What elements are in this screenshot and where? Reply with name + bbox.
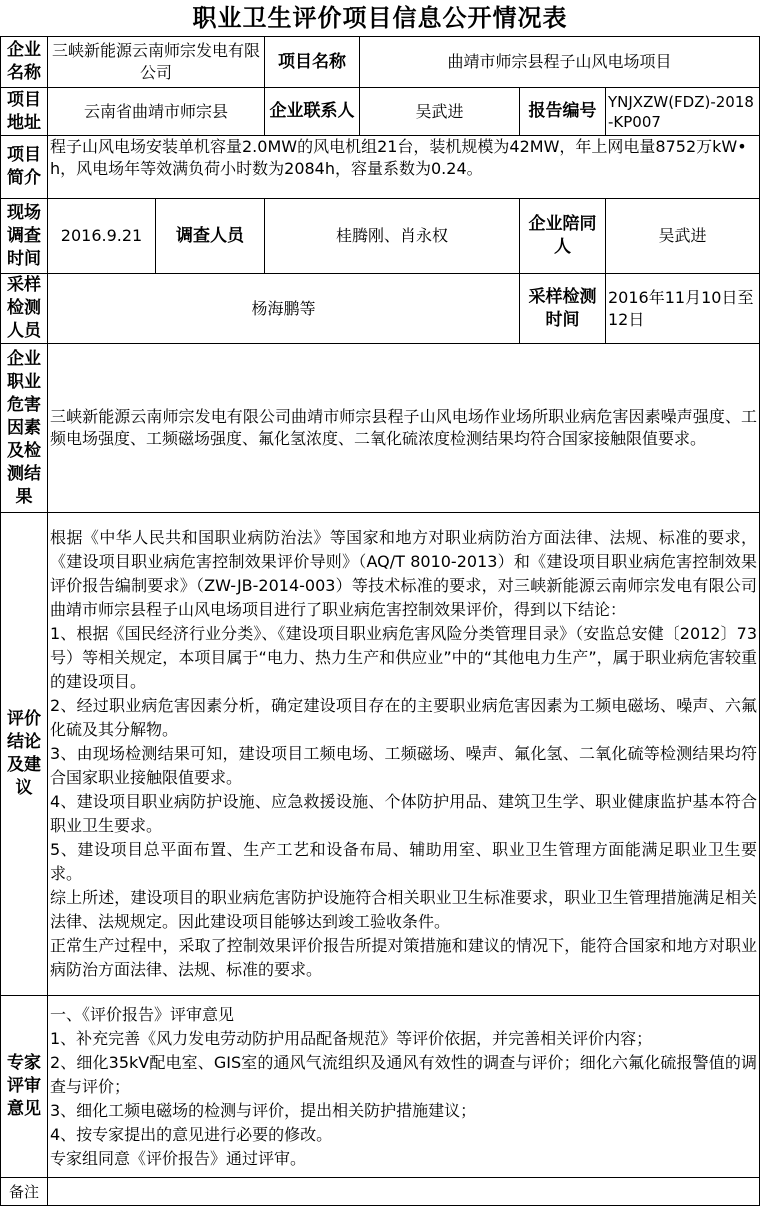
expert-paragraph: 专家组同意《评价报告》通过评审。	[50, 1148, 307, 1168]
results-label: 企业职业危害因素及检测结果	[1, 344, 48, 513]
conclusion-paragraph: 根据《中华人民共和国职业病防治法》等国家和地方对职业病防治方面法律、法规、标准的要求，《建设项目职业病危害控制效果评价导则》（AQ/T 8010-2013）和《建设项目职业病危害控制效果评价报告编制要求》（ZW-JB-2014-003）等技术标准的要求，对三峡新能源云南师宗发电有限公司曲靖市师宗县程子山风电场项目进行了职业病危害控制效果评价，得到以下结论：	[50, 528, 758, 619]
conclusion-paragraph: 5、建设项目总平面布置、生产工艺和设备布局、辅助用室、职业卫生管理方面能满足职业卫生要求。	[50, 840, 758, 883]
conclusion-paragraph: 2、经过职业病危害因素分析，确定建设项目存在的主要职业病危害因素为工频电磁场、噪声、六氟化硫及其分解物。	[50, 696, 758, 739]
survey-time-and-surveyor	[48, 199, 265, 274]
sample-time-label: 采样检测时间	[520, 274, 606, 344]
contact-value: 吴武进	[360, 88, 520, 136]
project-name-label: 项目名称	[265, 37, 360, 88]
escort-label: 企业陪同人	[520, 199, 606, 274]
contact-label: 企业联系人	[265, 88, 360, 136]
row-conclusion	[1, 513, 760, 996]
expert-paragraph: 1、补充完善《风力发电劳动防护用品配备规范》等评价依据，并完善相关评价内容；	[50, 1028, 653, 1048]
company-value: 三峡新能源云南师宗发电有限公司	[48, 37, 265, 88]
expert-body	[48, 996, 760, 1178]
conclusion-paragraph: 1、根据《国民经济行业分类》、《建设项目职业病危害风险分类管理目录》（安监总安健〔2012〕73号）等相关规定，本项目属于“电力、热力生产和供应业”中的“其他电力生产”，属于职业病危害较重的建设项目。	[50, 624, 758, 691]
report-no-value: YNJXZW(FDZ)-2018-KP007	[606, 88, 760, 136]
page-title: 职业卫生评价项目信息公开情况表	[192, 4, 568, 32]
surveyor-label: 调查人员	[176, 225, 244, 246]
surveyor-value: 桂腾刚、肖永权	[265, 199, 520, 274]
expert-label: 专家评审意见	[1, 996, 48, 1178]
summary-label: 项目简介	[1, 136, 48, 199]
survey-time-label: 现场调查时间	[1, 199, 48, 274]
row-summary	[1, 136, 760, 199]
row-address	[1, 88, 760, 136]
summary-value: 程子山风电场安装单机容量2.0MW的风电机组21台，装机规模为42MW，年上网电量8752万kW•h，风电场年等效满负荷小时数为2084h，容量系数为0.24。	[48, 136, 760, 199]
expert-paragraph: 一、《评价报告》评审意见	[50, 1004, 235, 1024]
conclusion-body	[48, 513, 760, 996]
sampler-label: 采样检测人员	[1, 274, 48, 344]
sample-time-value: 2016年11月10日至12日	[606, 274, 760, 344]
row-remark	[1, 1178, 760, 1206]
escort-value: 吴武进	[606, 199, 760, 274]
survey-inner	[48, 199, 264, 273]
expert-paragraph: 3、细化工频电磁场的检测与评价，提出相关防护措施建议；	[50, 1100, 477, 1120]
address-value: 云南省曲靖市师宗县	[48, 88, 265, 136]
row-sampling	[1, 274, 760, 344]
expert-paragraph: 4、按专家提出的意见进行必要的修改。	[50, 1124, 333, 1144]
conclusion-label: 评价结论及建议	[1, 513, 48, 996]
conclusion-paragraph: 3、由现场检测结果可知，建设项目工频电场、工频磁场、噪声、氟化氢、二氧化硫等检测结果均符合国家职业接触限值要求。	[50, 744, 758, 787]
row-results	[1, 344, 760, 513]
report-no-label: 报告编号	[520, 88, 606, 136]
sampler-value: 杨海鹏等	[48, 274, 520, 344]
conclusion-paragraph: 综上所述，建设项目的职业病危害防护设施符合相关职业卫生标准要求，职业卫生管理措施满足相关法律、法规规定。因此建设项目能够达到竣工验收条件。	[50, 888, 758, 931]
survey-time-value: 2016.9.21	[48, 199, 156, 273]
remark-value	[48, 1178, 760, 1206]
results-value: 三峡新能源云南师宗发电有限公司曲靖市师宗县程子山风电场作业场所职业病危害因素噪声强度、工频电场强度、工频磁场强度、氟化氢浓度、二氧化硫浓度检测结果均符合国家接触限值要求。	[48, 344, 760, 513]
company-label: 企业名称	[1, 37, 48, 88]
remark-label: 备注	[1, 1178, 48, 1206]
conclusion-paragraph: 正常生产过程中，采取了控制效果评价报告所提对策措施和建议的情况下，能符合国家和地方对职业病防治方面法律、法规、标准的要求。	[50, 936, 758, 979]
address-label: 项目地址	[1, 88, 48, 136]
info-table	[0, 36, 760, 1206]
row-company	[1, 37, 760, 88]
project-name-value: 曲靖市师宗县程子山风电场项目	[360, 37, 760, 88]
row-expert	[1, 996, 760, 1178]
row-survey	[1, 199, 760, 274]
conclusion-paragraph: 4、建设项目职业病防护设施、应急救援设施、个体防护用品、建筑卫生学、职业健康监护基本符合职业卫生要求。	[50, 792, 758, 835]
expert-paragraph: 2、细化35kV配电室、GIS室的通风气流组织及通风有效性的调查与评价；细化六氟化硫报警值的调查与评价；	[50, 1052, 758, 1096]
